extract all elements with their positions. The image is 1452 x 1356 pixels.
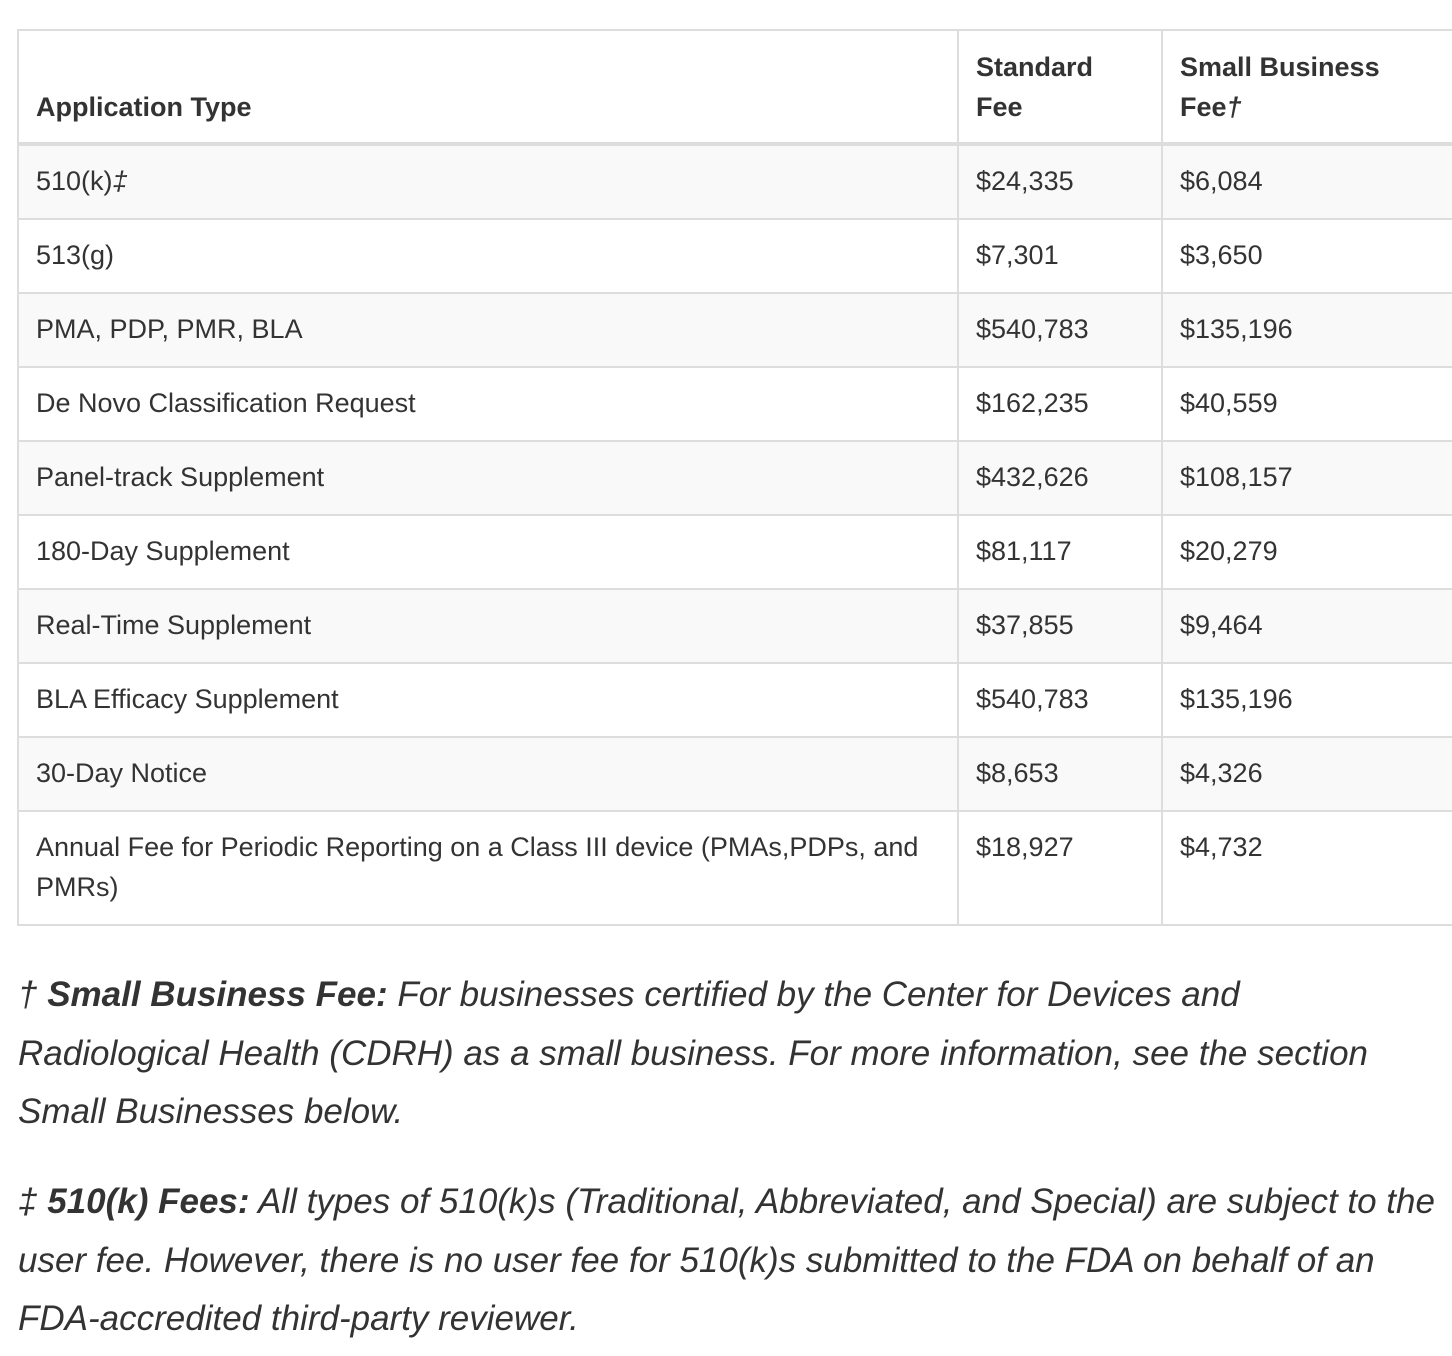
header-standard-fee	[958, 30, 1162, 144]
dagger-mark: †	[1226, 92, 1242, 122]
application-type-label: Panel-track Supplement	[36, 462, 325, 492]
application-type-label: Real-Time Supplement	[36, 610, 312, 640]
table-row	[18, 515, 1452, 589]
header-application-type	[18, 30, 958, 144]
application-type-label: 510(k)	[36, 166, 113, 196]
application-type-label: 180-Day Supplement	[36, 536, 290, 566]
cell-small-business-fee: $108,157	[1162, 441, 1452, 515]
header-standard-fee-line2: Fee	[976, 92, 1023, 122]
cell-application-type	[18, 811, 958, 925]
cell-application-type	[18, 219, 958, 293]
note-text: All types of 510(k)s (Traditional, Abbreviated, and Special) are subject to the user fee. However, there is no user fee for 510(k)s submitted to the FDA on behalf of an FDA-accredited third-party reviewer.	[18, 1182, 1435, 1338]
cell-standard-fee: $432,626	[958, 441, 1162, 515]
cell-application-type	[18, 589, 958, 663]
note-heading: Small Business Fee:	[47, 975, 388, 1014]
table-row	[18, 589, 1452, 663]
cell-standard-fee: $37,855	[958, 589, 1162, 663]
table-row	[18, 219, 1452, 293]
cell-standard-fee: $162,235	[958, 367, 1162, 441]
cell-small-business-fee: $3,650	[1162, 219, 1452, 293]
note-text: For businesses certified by the Center for Devices and Radiological Health (CDRH) as a small business. For more information, see the section Small Businesses below.	[18, 975, 1368, 1131]
cell-application-type	[18, 441, 958, 515]
application-type-label: PMA, PDP, PMR, BLA	[36, 314, 303, 344]
table-row	[18, 663, 1452, 737]
cell-small-business-fee: $6,084	[1162, 144, 1452, 219]
cell-small-business-fee: $135,196	[1162, 293, 1452, 367]
table-body	[18, 144, 1452, 925]
application-type-label: 30-Day Notice	[36, 758, 208, 788]
cell-standard-fee: $540,783	[958, 293, 1162, 367]
table-row	[18, 367, 1452, 441]
cell-small-business-fee: $9,464	[1162, 589, 1452, 663]
510k-fees-note	[18, 1173, 1438, 1349]
small-business-fee-note	[18, 966, 1438, 1142]
cell-small-business-fee: $135,196	[1162, 663, 1452, 737]
double-dagger-mark: ‡	[112, 166, 128, 196]
application-type-label: 513(g)	[36, 240, 115, 270]
cell-application-type	[18, 293, 958, 367]
cell-standard-fee: $7,301	[958, 219, 1162, 293]
header-application-type-label: Application Type	[36, 92, 252, 122]
header-row	[18, 30, 1452, 144]
cell-small-business-fee: $20,279	[1162, 515, 1452, 589]
header-small-business-fee	[1162, 30, 1452, 144]
header-small-business-line2: Fee	[1180, 92, 1227, 122]
application-type-label: BLA Efficacy Supplement	[36, 684, 339, 714]
table-row	[18, 293, 1452, 367]
table-row	[18, 737, 1452, 811]
application-type-label: Annual Fee for Periodic Reporting on a Class III device (PMAs,PDPs, and PMRs)	[36, 832, 919, 902]
cell-standard-fee: $18,927	[958, 811, 1162, 925]
cell-small-business-fee: $40,559	[1162, 367, 1452, 441]
note-symbol: †	[18, 975, 38, 1014]
cell-small-business-fee: $4,326	[1162, 737, 1452, 811]
header-small-business-line1: Small Business	[1180, 52, 1380, 82]
fee-table	[17, 29, 1452, 926]
table-row	[18, 441, 1452, 515]
cell-standard-fee: $24,335	[958, 144, 1162, 219]
application-type-label: De Novo Classification Request	[36, 388, 416, 418]
cell-standard-fee: $540,783	[958, 663, 1162, 737]
table-row	[18, 144, 1452, 219]
header-standard-fee-line1: Standard	[976, 52, 1094, 82]
cell-application-type	[18, 367, 958, 441]
cell-application-type	[18, 663, 958, 737]
cell-standard-fee: $8,653	[958, 737, 1162, 811]
cell-small-business-fee: $4,732	[1162, 811, 1452, 925]
cell-application-type	[18, 737, 958, 811]
table-row	[18, 811, 1452, 925]
table-header	[18, 30, 1452, 144]
cell-standard-fee: $81,117	[958, 515, 1162, 589]
note-symbol: ‡	[18, 1182, 38, 1221]
cell-application-type	[18, 515, 958, 589]
note-heading: 510(k) Fees:	[47, 1182, 250, 1221]
cell-application-type	[18, 144, 958, 219]
